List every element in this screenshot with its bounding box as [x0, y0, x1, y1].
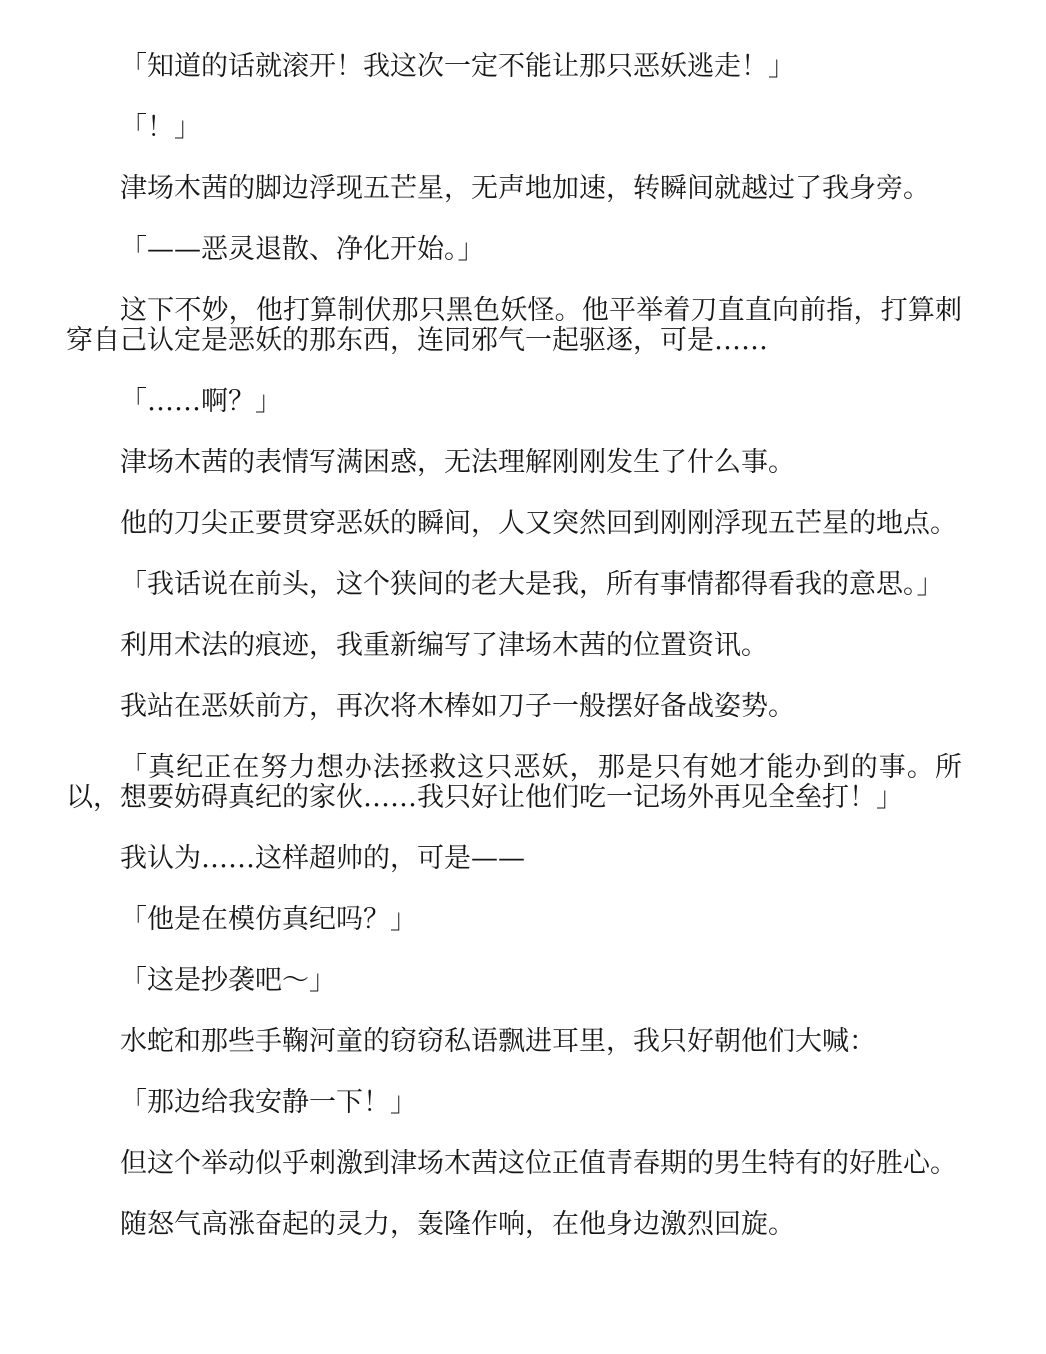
paragraph: 「我话说在前头，这个狭间的老大是我，所有事情都得看我的意思。」 — [120, 569, 944, 600]
paragraph: 随怒气高涨奋起的灵力，轰隆作响，在他身边激烈回旋。 — [120, 1209, 795, 1240]
paragraph: 「……啊？」 — [120, 386, 282, 417]
paragraph: 我认为……这样超帅的，可是—— — [120, 843, 525, 874]
paragraph: 但这个举动似乎刺激到津场木茜这位正值青春期的男生特有的好胜心。 — [120, 1148, 957, 1179]
paragraph: 「真纪正在努力想办法拯救这只恶妖，那是只有她才能办到的事。所以，想要妨碍真纪的家伙……我只好让他们吃一记场外再见全垒打！」 — [66, 752, 962, 813]
paragraph: 津场木茜的表情写满困惑，无法理解刚刚发生了什么事。 — [120, 447, 795, 478]
paragraph: 利用术法的痕迹，我重新编写了津场木茜的位置资讯。 — [120, 630, 768, 661]
paragraph: 「那边给我安静一下！」 — [120, 1087, 417, 1118]
paragraph: 「！」 — [120, 112, 201, 143]
paragraph: 水蛇和那些手鞠河童的窃窃私语飘进耳里，我只好朝他们大喊： — [120, 1026, 876, 1057]
paragraph: 这下不妙，他打算制伏那只黑色妖怪。他平举着刀直直向前指，打算刺穿自己认定是恶妖的那东西，连同邪气一起驱逐，可是…… — [66, 295, 962, 356]
paragraph: 「知道的话就滚开！我这次一定不能让那只恶妖逃走！」 — [120, 51, 795, 82]
paragraph: 我站在恶妖前方，再次将木棒如刀子一般摆好备战姿势。 — [120, 691, 795, 722]
paragraph: 他的刀尖正要贯穿恶妖的瞬间，人又突然回到刚刚浮现五芒星的地点。 — [120, 508, 957, 539]
paragraph: 「这是抄袭吧～」 — [120, 965, 336, 996]
paragraph: 「——恶灵退散、净化开始。」 — [120, 234, 485, 265]
paragraph: 津场木茜的脚边浮现五芒星，无声地加速，转瞬间就越过了我身旁。 — [120, 173, 930, 204]
paragraph: 「他是在模仿真纪吗？」 — [120, 904, 417, 935]
